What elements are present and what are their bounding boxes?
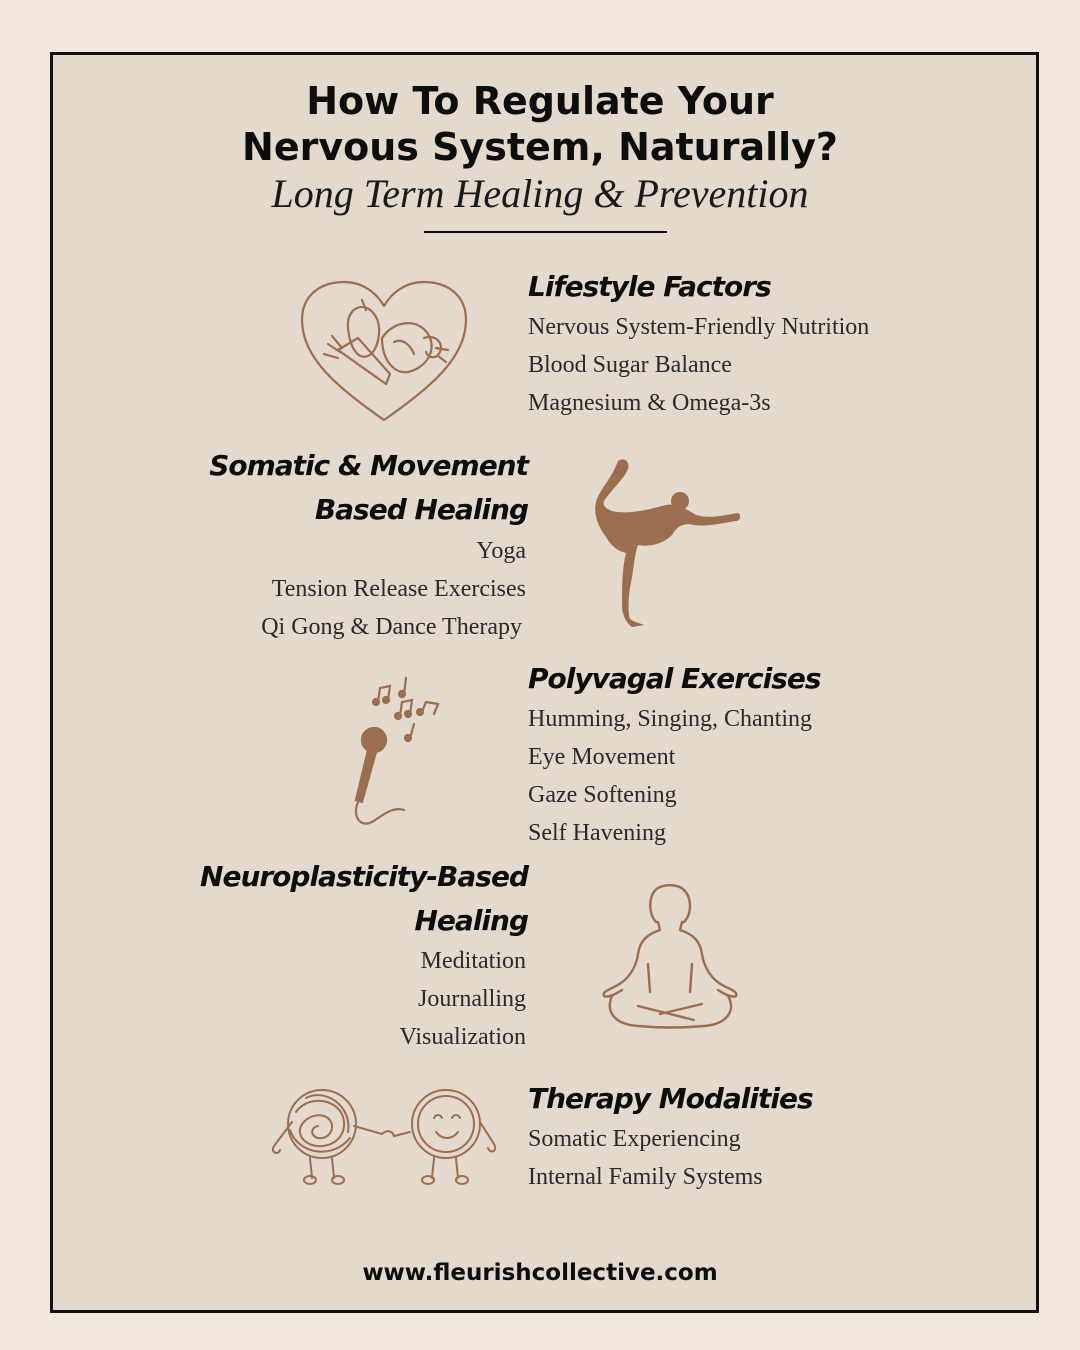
lifestyle-item-1: Nervous System-Friendly Nutrition <box>528 314 870 340</box>
title-line-2: Nervous System, Naturally? <box>242 125 838 169</box>
yoga-pose-icon <box>590 455 745 630</box>
somatic-item-2: Tension Release Exercises <box>271 576 526 602</box>
neuro-heading-line-2: Healing <box>414 904 528 937</box>
neuro-item-1: Meditation <box>420 948 526 974</box>
lifestyle-item-2: Blood Sugar Balance <box>528 352 732 378</box>
page-title <box>0 78 1080 170</box>
tangled-and-happy-characters-icon <box>266 1082 502 1190</box>
lifestyle-item-3: Magnesium & Omega-3s <box>528 390 771 416</box>
therapy-heading: Therapy Modalities <box>528 1082 813 1115</box>
neuro-heading-line-1: Neuroplasticity-Based <box>200 860 528 893</box>
title-line-1: How To Regulate Your <box>306 79 774 123</box>
polyvagal-item-4: Self Havening <box>528 820 666 846</box>
polyvagal-item-2: Eye Movement <box>528 744 676 770</box>
neuro-item-3: Visualization <box>399 1024 526 1050</box>
polyvagal-item-3: Gaze Softening <box>528 782 677 808</box>
somatic-heading-line-1: Somatic & Movement <box>209 449 528 482</box>
neuro-item-2: Journalling <box>418 986 526 1012</box>
page-subtitle: Long Term Healing & Prevention <box>271 171 809 216</box>
polyvagal-heading: Polyvagal Exercises <box>528 662 821 695</box>
meditation-icon <box>598 884 744 1034</box>
polyvagal-item-1: Humming, Singing, Chanting <box>528 706 813 732</box>
therapy-item-1: Somatic Experiencing <box>528 1126 741 1152</box>
website-link[interactable]: www.fleurishcollective.com <box>362 1260 718 1286</box>
lifestyle-heading: Lifestyle Factors <box>528 270 771 303</box>
somatic-item-1: Yoga <box>476 538 526 564</box>
heart-vegetables-icon <box>298 278 470 424</box>
title-divider <box>424 231 667 233</box>
somatic-heading-line-2: Based Healing <box>314 493 528 526</box>
somatic-item-3: Qi Gong & Dance Therapy <box>261 614 522 640</box>
microphone-music-icon <box>348 672 444 830</box>
therapy-item-2: Internal Family Systems <box>528 1164 763 1190</box>
